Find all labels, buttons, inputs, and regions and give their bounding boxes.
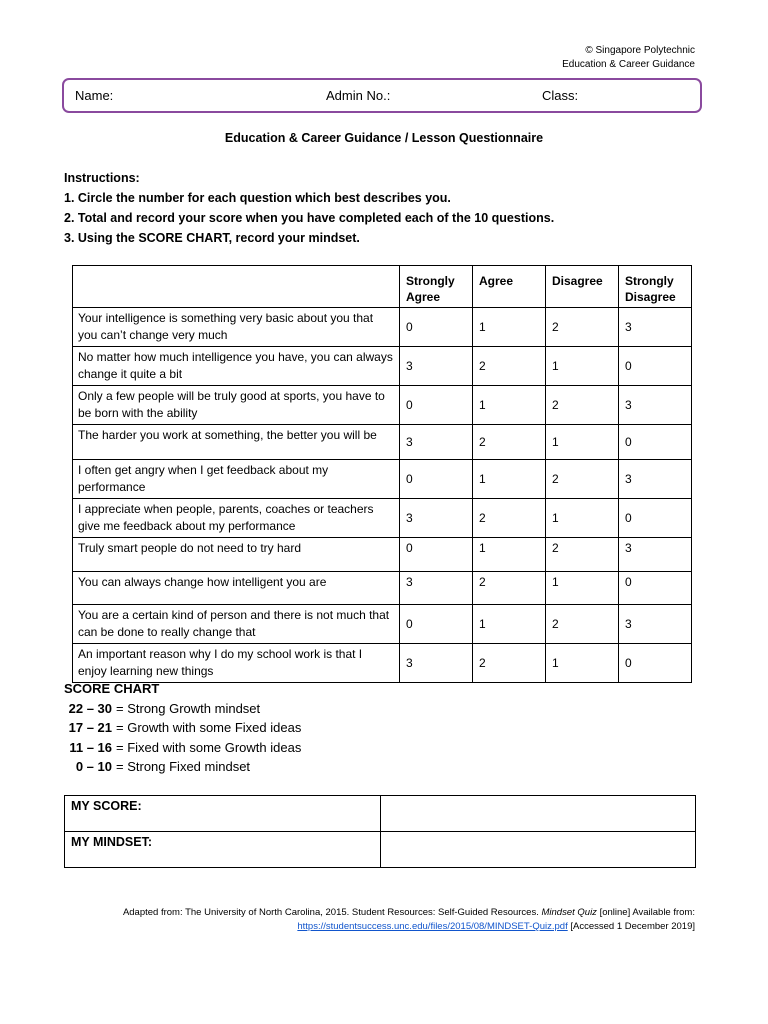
question-text: You can always change how intelligent you are [73,572,400,605]
score-option[interactable]: 2 [473,572,546,605]
score-option[interactable]: 3 [619,538,692,572]
column-header-strongly-disagree: Strongly Disagree [619,266,692,308]
table-row [73,425,692,460]
table-row [73,644,692,683]
name-label: Name: [75,88,114,103]
citation-accessed: [Accessed 1 December 2019] [570,921,695,932]
score-option[interactable]: 2 [473,499,546,538]
table-row [73,605,692,644]
score-option[interactable]: 1 [546,347,619,386]
student-info-box [62,78,702,113]
instruction-step: 1. Circle the number for each question which best describes you. [64,191,451,205]
score-option[interactable]: 1 [546,572,619,605]
score-option[interactable]: 1 [546,644,619,683]
table-row [73,538,692,572]
score-option[interactable]: 3 [400,644,473,683]
score-chart-row [64,757,301,777]
page-title: Education & Career Guidance / Lesson Questionnaire [224,131,544,145]
score-option[interactable]: 2 [473,425,546,460]
footer-citation [123,906,695,934]
score-chart [64,679,301,777]
my-mindset-row [65,832,696,868]
score-meaning: = Strong Growth mindset [116,700,261,716]
my-score-row [65,796,696,832]
score-option[interactable]: 2 [546,308,619,347]
score-option[interactable]: 0 [400,538,473,572]
score-option[interactable]: 2 [546,386,619,425]
question-text: Your intelligence is something very basic about you that you can’t change very much [73,308,400,347]
score-option[interactable]: 2 [546,538,619,572]
score-option[interactable]: 2 [473,644,546,683]
questionnaire-body [73,308,692,683]
score-chart-row [64,738,301,758]
score-option[interactable]: 2 [546,460,619,499]
question-text: The harder you work at something, the better you will be [73,425,400,460]
score-option[interactable]: 1 [546,499,619,538]
score-option[interactable]: 3 [619,308,692,347]
score-option[interactable]: 3 [400,425,473,460]
admin-no-label: Admin No.: [326,88,391,103]
score-chart-row [64,718,301,738]
score-option[interactable]: 0 [619,644,692,683]
header-dept: Education & Career Guidance [562,59,695,70]
score-range: 0 – 10 [75,759,112,774]
score-range: 11 – 16 [69,739,112,755]
score-option[interactable]: 0 [400,605,473,644]
score-option[interactable]: 0 [619,572,692,605]
score-option[interactable]: 2 [473,347,546,386]
question-text: Truly smart people do not need to try hard [73,538,400,572]
question-text: No matter how much intelligence you have, you can always change it quite a bit [73,347,400,386]
score-option[interactable]: 0 [619,499,692,538]
score-option[interactable]: 1 [473,605,546,644]
page-header [562,44,695,72]
class-label: Class: [542,88,579,103]
table-row [73,386,692,425]
score-range: 17 – 21 [68,720,112,735]
score-chart-row [64,699,301,719]
table-row [73,499,692,538]
citation-link-line [123,920,695,934]
my-mindset-field[interactable] [381,832,696,868]
score-option[interactable]: 3 [400,347,473,386]
score-option[interactable]: 3 [619,386,692,425]
score-option[interactable]: 0 [619,347,692,386]
score-meaning: = Fixed with some Growth ideas [116,739,302,755]
score-option[interactable]: 1 [473,308,546,347]
score-option[interactable]: 0 [400,460,473,499]
score-option[interactable]: 1 [473,538,546,572]
score-option[interactable]: 0 [400,308,473,347]
score-range: 22 – 30 [68,700,112,716]
score-option[interactable]: 3 [619,460,692,499]
instruction-step: 2. Total and record your score when you have completed each of the 10 questions. [64,211,555,225]
score-meaning: = Growth with some Fixed ideas [116,720,302,735]
column-header-strongly-agree: Strongly Agree [400,266,473,308]
my-score-table [64,795,696,868]
questionnaire-table [72,265,692,683]
score-option[interactable]: 3 [400,499,473,538]
instructions [64,168,554,248]
score-option[interactable]: 1 [473,386,546,425]
table-row [73,460,692,499]
citation-text: Adapted from: The University of North Carolina, 2015. Student Resources: Self-Guided Resources. [122,907,539,918]
question-text: You are a certain kind of person and there is not much that can be done to really change that [73,605,400,644]
instruction-step: 3. Using the SCORE CHART, record your mindset. [64,231,360,245]
table-row [73,308,692,347]
score-option[interactable]: 2 [546,605,619,644]
question-text: Only a few people will be truly good at sports, you have to be born with the ability [73,386,400,425]
score-option[interactable]: 3 [619,605,692,644]
table-row [73,347,692,386]
score-meaning: = Strong Fixed mindset [116,759,251,774]
citation-title: Mindset Quiz [541,907,597,918]
score-option[interactable]: 3 [400,572,473,605]
column-header-question [73,266,400,308]
column-header-agree: Agree [473,266,546,308]
score-chart-title: SCORE CHART [64,681,160,696]
citation-availability: [online] Available from: [599,907,695,918]
table-header-row [73,266,692,308]
column-header-disagree: Disagree [546,266,619,308]
score-option[interactable]: 0 [400,386,473,425]
score-option[interactable]: 1 [473,460,546,499]
citation-link[interactable]: https://studentsuccess.unc.edu/files/2015/08/MINDSET-Quiz.pdf [297,921,568,932]
question-text: I often get angry when I get feedback about my performance [73,460,400,499]
question-text: An important reason why I do my school work is that I enjoy learning new things [73,644,400,683]
instructions-heading: Instructions: [64,171,140,185]
score-option[interactable]: 0 [619,425,692,460]
question-text: I appreciate when people, parents, coaches or teachers give me feedback about my performance [73,499,400,538]
score-option[interactable]: 1 [546,425,619,460]
citation-line [123,906,695,920]
table-row [73,572,692,605]
header-org: © Singapore Polytechnic [585,45,695,56]
my-score-label: MY SCORE: [65,796,381,832]
my-mindset-label: MY MINDSET: [65,832,381,868]
my-score-field[interactable] [381,796,696,832]
